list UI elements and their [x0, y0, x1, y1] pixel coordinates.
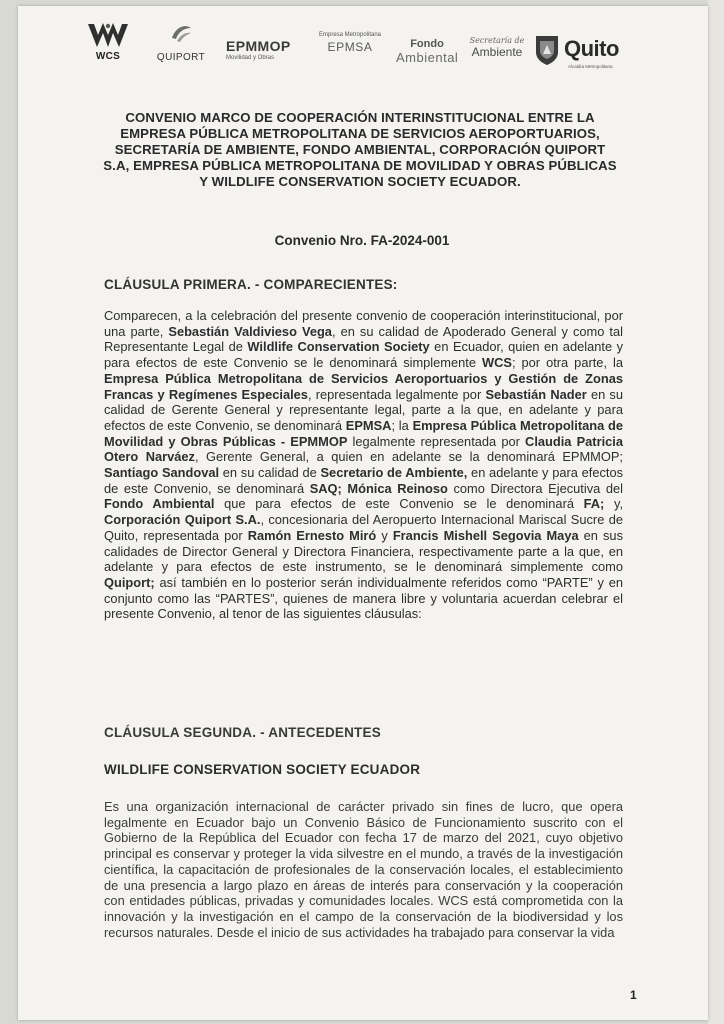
- bold-text-run: EPMSA: [345, 417, 392, 433]
- text-run: Comparecen, a la celebración del presente convenio de cooperación interinstitucional, por una parte,: [104, 308, 623, 339]
- quito-logo-text: Quito: [564, 36, 619, 61]
- secretaria-logo-bottom-text: Ambiente: [471, 45, 523, 59]
- fondo-ambiental-logo: [396, 38, 458, 65]
- fondo-logo-top-text: Fondo: [410, 38, 444, 50]
- bold-text-run: Claudia Patricia Otero Narváez: [104, 433, 623, 465]
- bold-text-run: WCS: [482, 355, 512, 371]
- clausula-segunda-heading: CLÁUSULA SEGUNDA. - ANTECEDENTES: [104, 725, 381, 740]
- wcs-emblem-icon: [86, 20, 130, 50]
- text-run: en sus calidades de Director General y Directora Financiera, respectivamente parte a la que, en adelante y para efectos de este instrumento, se le denominará simplemente como: [104, 527, 623, 575]
- quiport-logo: [150, 20, 212, 63]
- epmmop-logo: [226, 38, 306, 61]
- text-run: como Directora Ejecutiva del: [447, 480, 623, 496]
- bold-text-run: Fondo Ambiental: [104, 496, 215, 512]
- text-run: en su calidad de: [219, 465, 321, 481]
- bold-text-run: FA;: [583, 496, 605, 512]
- text-run: en su calidad de Gerente General y representante legal, parte a la que, en adelante y para efectos de este Convenio, se denominará: [104, 386, 623, 433]
- bold-text-run: SAQ; Mónica Reinoso: [309, 480, 448, 496]
- epmsa-logo-top-text: Empresa Metropolitana: [318, 32, 382, 38]
- epmsa-logo: [310, 32, 390, 54]
- wcs-logo: [78, 20, 138, 62]
- bold-text-run: Francis Mishell Segovia Maya: [392, 527, 579, 543]
- epmmop-logo-text: EPMMOP: [226, 38, 291, 54]
- page-number: 1: [630, 988, 637, 1002]
- text-run: , en su calidad de Apoderado General y como tal Representante Legal de: [104, 323, 623, 355]
- text-run: ; la: [391, 417, 413, 433]
- text-run: que para efectos de este Convenio se le denominará: [214, 496, 584, 512]
- text-run: , representada legalmente por: [307, 386, 486, 402]
- fondo-logo-bottom-text: Ambiental: [396, 50, 459, 65]
- quito-shield-icon: [534, 34, 560, 66]
- bold-text-run: Wildlife Conservation Society: [247, 339, 430, 355]
- epmmop-logo-subtext: Movilidad y Obras: [226, 55, 275, 61]
- quiport-emblem-icon: [168, 20, 194, 46]
- bold-text-run: Sebastián Valdivieso Vega: [168, 323, 332, 339]
- bold-text-run: Sebastián Nader: [485, 386, 587, 402]
- epmsa-logo-text: EPMSA: [327, 40, 373, 54]
- bold-text-run: Quiport;: [104, 574, 155, 590]
- quito-logo-subtext: Alcaldía Metropolitana: [568, 64, 613, 69]
- secretaria-logo-top-text: Secretaría de: [469, 36, 525, 45]
- bold-text-run: Secretario de Ambiente,: [320, 465, 468, 481]
- quiport-logo-text: QUIPORT: [156, 52, 206, 63]
- clausula-primera-heading: CLÁUSULA PRIMERA. - COMPARECIENTES:: [104, 277, 398, 292]
- bold-text-run: Empresa Pública Metropolitana de Servicios Aeroportuarios y Gestión de Zonas Francas y Regímenes Especiales: [104, 370, 623, 402]
- text-run: y,: [604, 496, 624, 512]
- logo-header: [78, 20, 638, 80]
- text-run: , Gerente General, a quien en adelante se la denominará EPMMOP;: [194, 449, 623, 465]
- text-run: en Ecuador, quien en adelante y para efectos de este Convenio se le denominará simplemente: [104, 339, 623, 371]
- adjacent-page-edge: [708, 0, 724, 1024]
- bold-text-run: Empresa Pública Metropolitana de Movilidad y Obras Públicas - EPMMOP: [104, 417, 623, 449]
- text-run: legalmente representada por: [347, 433, 526, 449]
- bold-text-run: Corporación Quiport S.A.: [104, 512, 261, 528]
- bold-text-run: Santiago Sandoval: [104, 465, 220, 481]
- document-title: CONVENIO MARCO DE COOPERACIÓN INTERINSTITUCIONAL ENTRE LA EMPRESA PÚBLICA METROPOLITANA DE SERVICIOS AEROPORTUARIOS, SECRETARÍA DE AMBIENTE, FONDO AMBIENTAL, CORPORACIÓN QUIPORT S.A, EMPRESA PÚBLICA METROPOLITANA DE MOVILIDAD Y OBRAS PÚBLICAS Y WILDLIFE CONSERVATION SOCIETY ECUADOR.: [103, 110, 617, 189]
- bold-text-run: Ramón Ernesto Miró: [247, 527, 377, 543]
- convenio-number: Convenio Nro. FA-2024-001: [274, 233, 450, 248]
- wcs-section-subheading: WILDLIFE CONSERVATION SOCIETY ECUADOR: [104, 762, 421, 777]
- text-run: ; por otra parte, la: [511, 355, 623, 371]
- text-run: , concesionaria del Aeropuerto Internacional Mariscal Sucre de Quito, representada por: [104, 512, 623, 543]
- text-run: en adelante y para efectos de este Convenio, se denominará: [104, 465, 624, 496]
- wcs-logo-text: WCS: [95, 51, 121, 62]
- wcs-description-paragraph: Es una organización internacional de carácter privado sin fines de lucro, que opera legalmente en Ecuador bajo un Convenio Básico de Funcionamiento suscrito con el Gobierno de la República del Ecuador con fecha 17 de marzo del 2021, cuyo objetivo principal es conservar y proteger la vida silvestre en el mundo, a través de la investigación científica, la capacitación de profesionales de la conservación locales, el establecimiento de una presencia a largo plazo en áreas de interés para conservación y la cooperación con entidades públicas, privadas y comunidades locales. WCS está comprometida con la innovación y la investigación en el campo de la conservación de la biodiversidad y los recursos naturales. Desde el inicio de sus actividades ha trabajado para conservar la vida: [104, 799, 623, 940]
- text-run: así también en lo posterior serán individualmente referidos como “PARTE” y en conjunto como las “PARTES”, quienes de manera libre y voluntaria acuerdan celebrar el presente Convenio, al tenor de las siguientes cláusulas:: [104, 574, 623, 622]
- text-run: y: [376, 527, 393, 543]
- secretaria-ambiente-logo: [466, 36, 528, 59]
- clausula-primera-paragraph: [104, 308, 623, 622]
